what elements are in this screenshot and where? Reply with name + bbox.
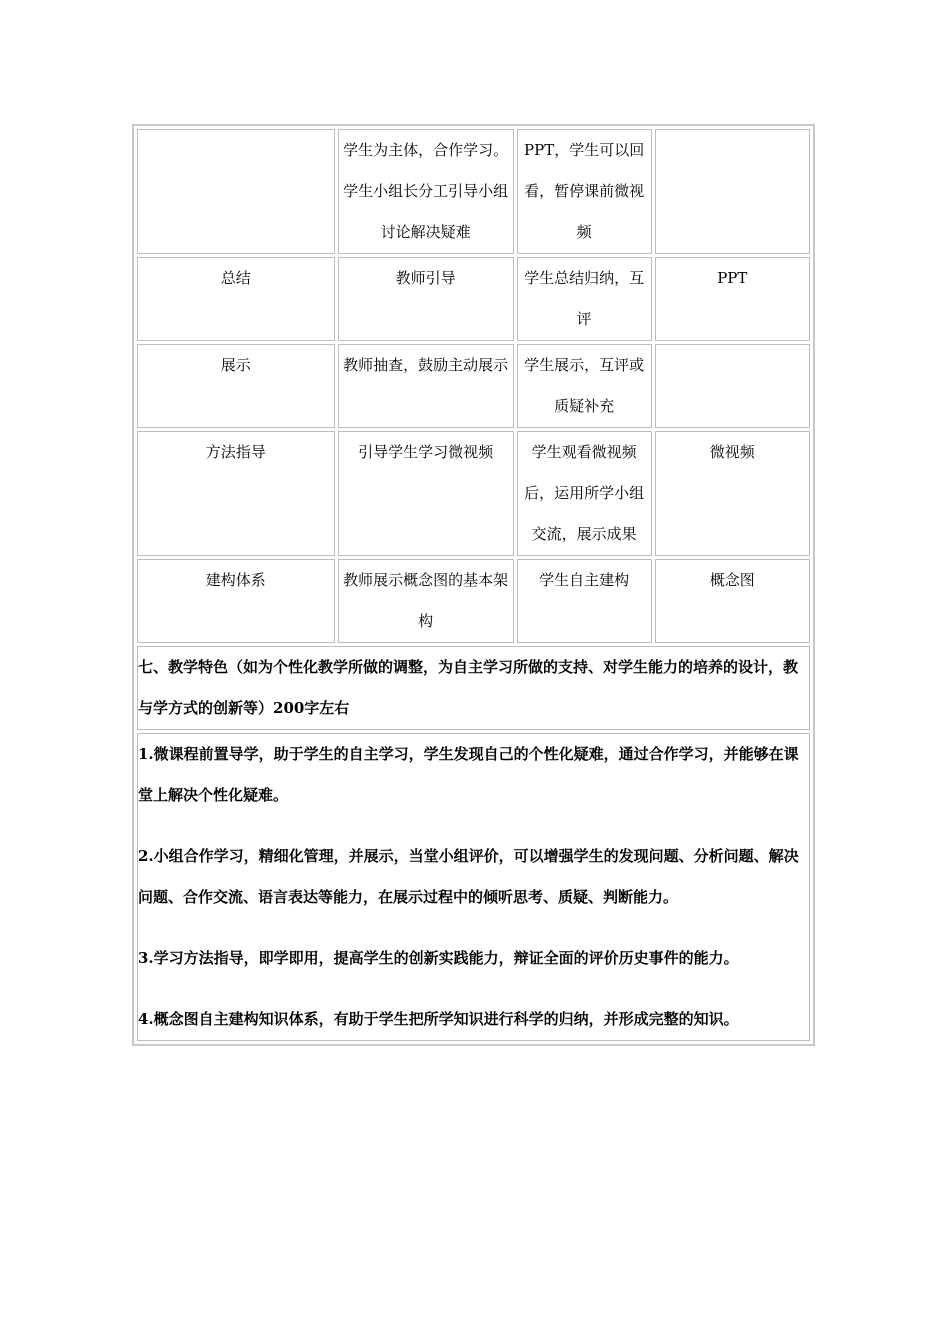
media-cell: PPT	[655, 257, 810, 341]
feature-point-2: 2.小组合作学习，精细化管理，并展示，当堂小组评价，可以增强学生的发现问题、分析问题、解决问题、合作交流、语言表达等能力，在展示过程中的倾听思考、质疑、判断能力。	[138, 847, 799, 906]
table-row	[137, 129, 810, 254]
section-heading: 七、教学特色（如为个性化教学所做的调整，为自主学习所做的支持、对学生能力的培养的设计，教与学方式的创新等）200字左右	[137, 646, 810, 730]
feature-point-1: 1.微课程前置导学，助于学生的自主学习，学生发现自己的个性化疑难，通过合作学习，并能够在课堂上解决个性化疑难。	[138, 745, 799, 804]
feature-point-3: 3.学习方法指导，即学即用，提高学生的创新实践能力，辩证全面的评价历史事件的能力。	[138, 949, 739, 967]
section-points-row	[137, 733, 810, 1041]
media-cell	[655, 129, 810, 254]
section-heading-row	[137, 646, 810, 730]
stage-cell: 总结	[137, 257, 335, 341]
teacher-activity-cell: 学生为主体，合作学习。学生小组长分工引导小组讨论解决疑难	[338, 129, 514, 254]
student-activity-cell: PPT，学生可以回看，暂停课前微视频	[517, 129, 652, 254]
feature-point-4: 4.概念图自主建构知识体系，有助于学生把所学知识进行科学的归纳，并形成完整的知识。	[138, 1010, 739, 1028]
table-row	[137, 559, 810, 643]
table-row	[137, 431, 810, 556]
media-cell	[655, 344, 810, 428]
teacher-activity-cell: 教师展示概念图的基本架构	[338, 559, 514, 643]
table-row	[137, 344, 810, 428]
media-cell: 概念图	[655, 559, 810, 643]
table-row	[137, 257, 810, 341]
stage-cell: 展示	[137, 344, 335, 428]
student-activity-cell: 学生观看微视频后，运用所学小组交流，展示成果	[517, 431, 652, 556]
teacher-activity-cell: 教师抽查，鼓励主动展示	[338, 344, 514, 428]
student-activity-cell: 学生展示，互评或质疑补充	[517, 344, 652, 428]
lesson-plan-table	[132, 124, 815, 1046]
teacher-activity-cell: 引导学生学习微视频	[338, 431, 514, 556]
stage-cell: 建构体系	[137, 559, 335, 643]
stage-cell: 方法指导	[137, 431, 335, 556]
media-cell: 微视频	[655, 431, 810, 556]
teacher-activity-cell: 教师引导	[338, 257, 514, 341]
stage-cell	[137, 129, 335, 254]
student-activity-cell: 学生总结归纳，互评	[517, 257, 652, 341]
student-activity-cell: 学生自主建构	[517, 559, 652, 643]
feature-points	[137, 733, 810, 1041]
